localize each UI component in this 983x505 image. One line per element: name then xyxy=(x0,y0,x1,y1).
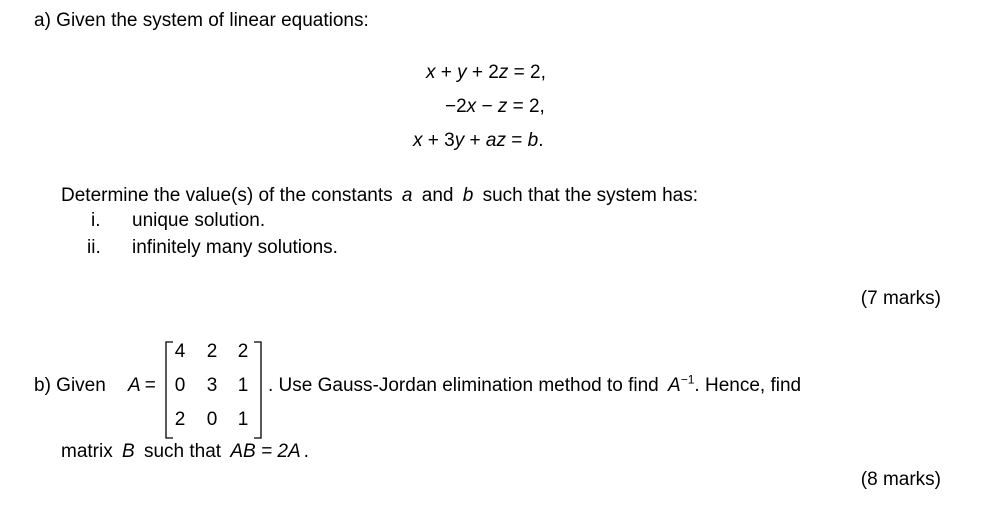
list-item-text: unique solution. xyxy=(132,210,266,231)
part-a-marks: (7 marks) xyxy=(860,288,941,309)
matrix-cell: 4 xyxy=(174,341,186,362)
equation-1: x + y + 2z = 2, xyxy=(426,62,546,83)
list-item-text: infinitely many solutions. xyxy=(132,237,338,258)
part-a-heading: a) Given the system of linear equations: xyxy=(34,10,369,31)
matrix-cell: 2 xyxy=(174,409,186,430)
list-item-marker: i. xyxy=(91,210,101,231)
matrix-cell: 2 xyxy=(237,341,249,362)
matrix-cell: 3 xyxy=(206,375,218,396)
matrix-cell: 0 xyxy=(174,375,186,396)
matrix-cell: 2 xyxy=(206,341,218,362)
part-b-line-2: matrix B such that AB = 2A . xyxy=(61,441,309,462)
part-b-marks: (8 marks) xyxy=(860,469,941,490)
equation-2: −2x − z = 2, xyxy=(445,96,545,117)
matrix-label: A = xyxy=(128,375,156,396)
matrix-cell: 1 xyxy=(237,409,249,430)
equation-3: x + 3y + az = b. xyxy=(413,130,544,151)
list-item-marker: ii. xyxy=(87,237,101,258)
matrix-cell: 1 xyxy=(237,375,249,396)
part-b-given: b) Given xyxy=(34,375,106,396)
part-b-instruction: . Use Gauss-Jordan elimination method to find $A^{-1}$. Hence, find xyxy=(268,372,802,396)
part-a-prompt: Determine the value(s) of the constants a and b such that the system has: xyxy=(61,185,699,206)
matrix-cell: 0 xyxy=(206,409,218,430)
right-bracket xyxy=(252,340,264,440)
